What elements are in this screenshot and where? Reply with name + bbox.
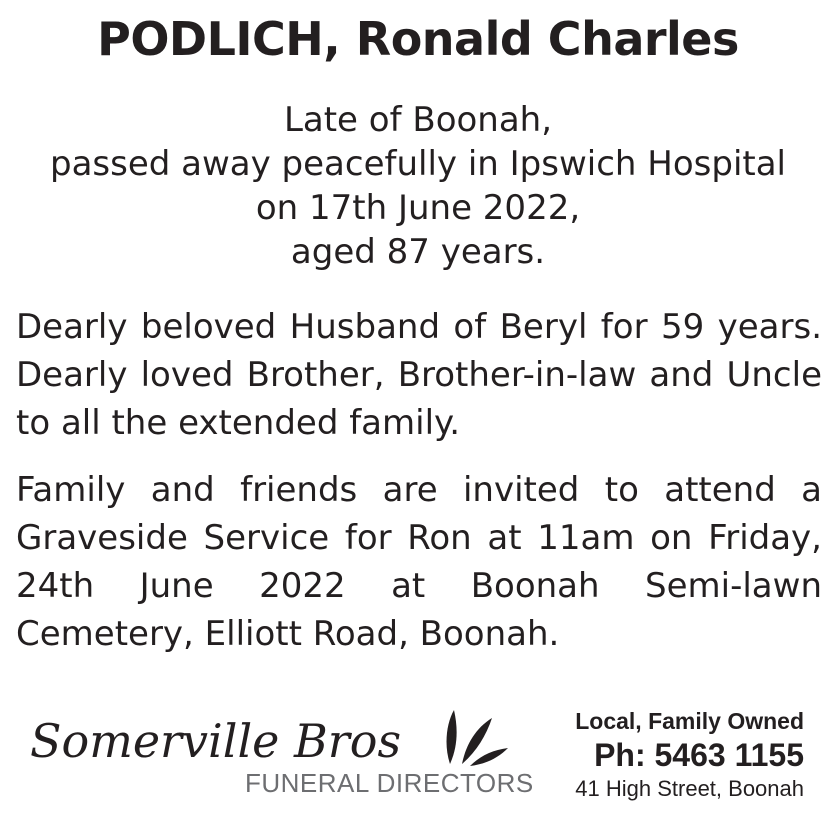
funeral-director-footer — [0, 700, 836, 820]
contact-block — [575, 706, 804, 804]
intro-line: aged 87 years. — [290, 232, 546, 272]
intro-line: Late of Boonah, — [283, 100, 553, 140]
service-paragraph: Family and friends are invited to attend a Graveside Service for Ron at 11am on Friday, 24th June 2022 at Boonah Semi-lawn Cemetery, Elliott Road, Boonah. — [16, 470, 822, 654]
logo-subtitle: FUNERAL DIRECTORS — [245, 768, 534, 798]
notice-title: PODLICH, Ronald Charles — [97, 12, 739, 66]
phone-number: Ph: 5463 1155 — [594, 737, 804, 773]
tagline: Local, Family Owned — [575, 708, 804, 734]
intro-line: passed away peacefully in Ipswich Hospital — [50, 144, 786, 184]
logo-name: Somerville Bros — [30, 714, 402, 768]
leaf-icon — [440, 706, 510, 768]
family-paragraph: Dearly beloved Husband of Beryl for 59 years. Dearly loved Brother, Brother-in-law and Uncle to all the extended family. — [16, 307, 822, 443]
notice-intro — [0, 98, 836, 274]
address: 41 High Street, Boonah — [575, 776, 804, 801]
intro-line: on 17th June 2022, — [255, 188, 581, 228]
